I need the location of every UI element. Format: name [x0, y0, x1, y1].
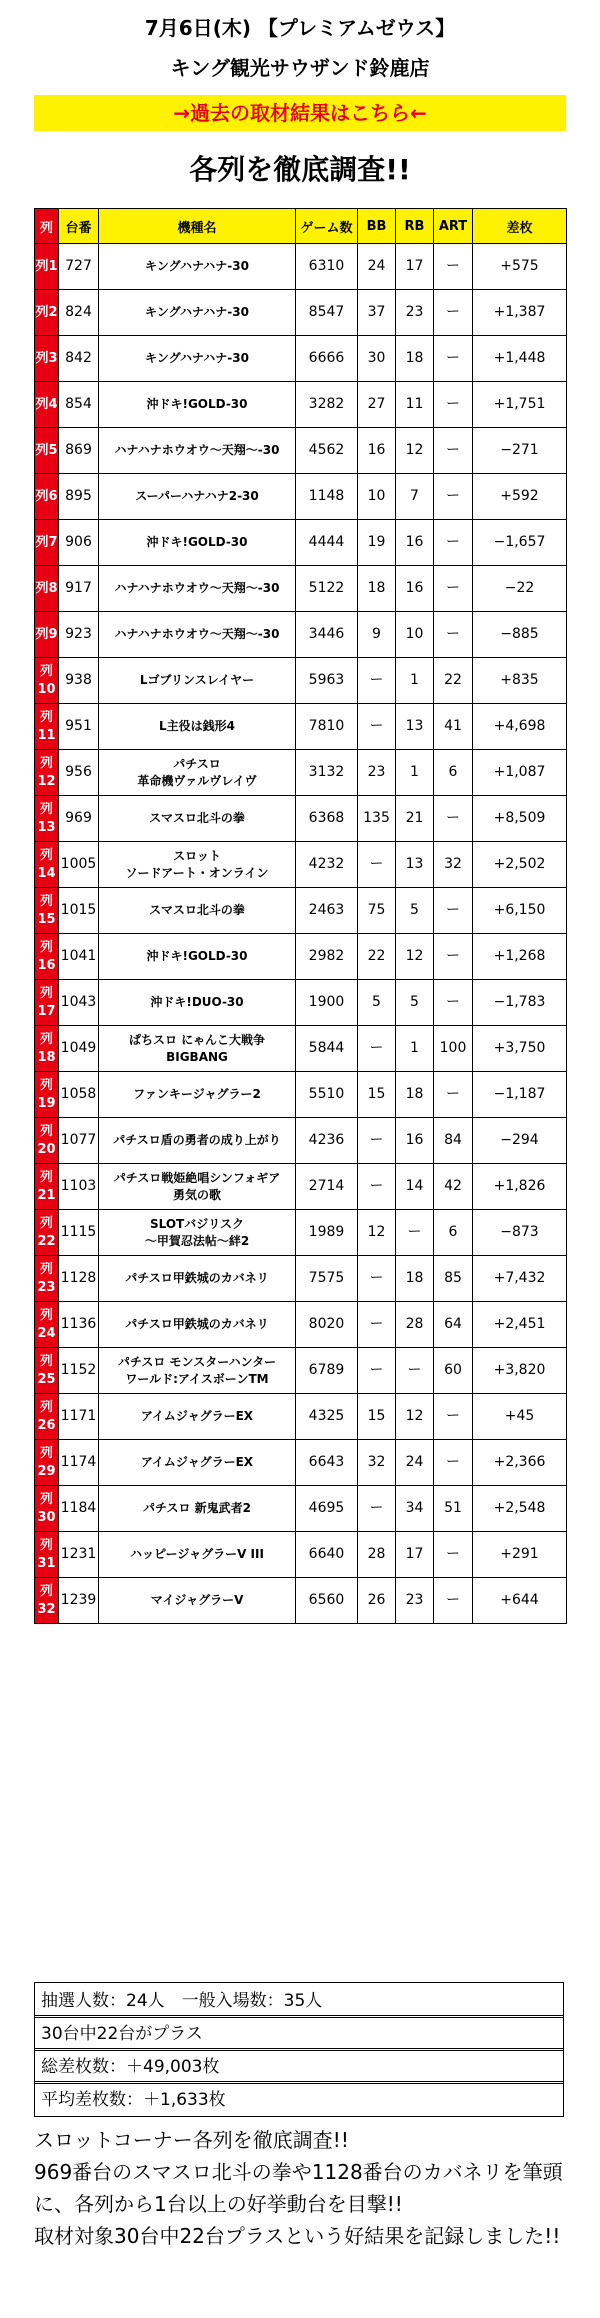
cell-bb: 5: [358, 980, 396, 1026]
cell-retsu: 列10: [35, 658, 59, 704]
cell-bb: 30: [358, 336, 396, 382]
results-table: [34, 208, 567, 1624]
cell-diff: −873: [473, 1210, 567, 1256]
cell-art: ー: [434, 1072, 473, 1118]
cell-retsu: 列12: [35, 750, 59, 796]
cell-machine-number: 1239: [59, 1578, 99, 1624]
cell-bb: 12: [358, 1210, 396, 1256]
cell-art: 6: [434, 1210, 473, 1256]
cell-games: 5963: [296, 658, 358, 704]
cell-retsu: 列8: [35, 566, 59, 612]
table-row: [35, 1302, 567, 1348]
cell-diff: +1,751: [473, 382, 567, 428]
cell-diff: +3,820: [473, 1348, 567, 1394]
cell-retsu: 列14: [35, 842, 59, 888]
cell-diff: −294: [473, 1118, 567, 1164]
cell-art: ー: [434, 520, 473, 566]
cell-retsu: 列29: [35, 1440, 59, 1486]
cell-retsu: 列13: [35, 796, 59, 842]
cell-retsu: 列24: [35, 1302, 59, 1348]
cell-machine-name: パチスロ 新鬼武者2: [99, 1486, 296, 1532]
cell-games: 8547: [296, 290, 358, 336]
cell-diff: +7,432: [473, 1256, 567, 1302]
cell-games: 8020: [296, 1302, 358, 1348]
cell-retsu: 列22: [35, 1210, 59, 1256]
cell-bb: 24: [358, 244, 396, 290]
cell-games: 6640: [296, 1532, 358, 1578]
cell-rb: 1: [396, 750, 434, 796]
table-row: [35, 704, 567, 750]
col-header-machine-name: 機種名: [99, 209, 296, 244]
cell-machine-number: 917: [59, 566, 99, 612]
table-row: [35, 980, 567, 1026]
cell-games: 3282: [296, 382, 358, 428]
cell-bb: 19: [358, 520, 396, 566]
cell-games: 2714: [296, 1164, 358, 1210]
cell-machine-number: 727: [59, 244, 99, 290]
cell-machine-name: 沖ドキ!GOLD-30: [99, 934, 296, 980]
cell-machine-number: 969: [59, 796, 99, 842]
cell-machine-name: スマスロ北斗の拳: [99, 796, 296, 842]
cell-games: 6643: [296, 1440, 358, 1486]
cell-rb: 13: [396, 704, 434, 750]
cell-diff: +1,087: [473, 750, 567, 796]
comment-text: スロットコーナー各列を徹底調査!! 969番台のスマスロ北斗の拳や1128番台のカバネリを筆頭に、各列から1台以上の好挙動台を目撃!! 取材対象30台中22台プラスという好結果を記録しました!!: [34, 2128, 563, 2248]
col-header-bb: BB: [358, 209, 396, 244]
summary-average-diff: 平均差枚数：＋1,633枚: [34, 2081, 564, 2117]
cell-games: 6789: [296, 1348, 358, 1394]
cell-machine-number: 1041: [59, 934, 99, 980]
cell-machine-name: ハナハナホウオウ〜天翔〜-30: [99, 566, 296, 612]
cell-machine-number: 1115: [59, 1210, 99, 1256]
col-header-machine-number: 台番: [59, 209, 99, 244]
cell-diff: +1,268: [473, 934, 567, 980]
cell-rb: 12: [396, 1394, 434, 1440]
cell-diff: +291: [473, 1532, 567, 1578]
cell-retsu: 列31: [35, 1532, 59, 1578]
cell-machine-number: 938: [59, 658, 99, 704]
cell-machine-number: 1136: [59, 1302, 99, 1348]
cell-bb: ー: [358, 1026, 396, 1072]
cell-retsu: 列26: [35, 1394, 59, 1440]
cell-rb: 34: [396, 1486, 434, 1532]
cell-diff: +1,448: [473, 336, 567, 382]
cell-machine-name: スロット ソードアート・オンライン: [99, 842, 296, 888]
cell-machine-name: キングハナハナ-30: [99, 290, 296, 336]
cell-retsu: 列21: [35, 1164, 59, 1210]
cell-machine-name: キングハナハナ-30: [99, 244, 296, 290]
cell-machine-name: 沖ドキ!GOLD-30: [99, 520, 296, 566]
table-row: [35, 474, 567, 520]
col-header-games: ゲーム数: [296, 209, 358, 244]
cell-machine-name: Lゴブリンスレイヤー: [99, 658, 296, 704]
cell-machine-number: 824: [59, 290, 99, 336]
cell-diff: −1,783: [473, 980, 567, 1026]
cell-retsu: 列1: [35, 244, 59, 290]
cell-machine-number: 869: [59, 428, 99, 474]
cell-bb: 22: [358, 934, 396, 980]
cell-retsu: 列9: [35, 612, 59, 658]
table-row: [35, 520, 567, 566]
cell-machine-name: パチスロ モンスターハンター ワールド:アイスボーンTM: [99, 1348, 296, 1394]
cell-retsu: 列4: [35, 382, 59, 428]
table-row: [35, 244, 567, 290]
table-row: [35, 1118, 567, 1164]
cell-games: 4232: [296, 842, 358, 888]
cell-retsu: 列30: [35, 1486, 59, 1532]
cell-machine-number: 1058: [59, 1072, 99, 1118]
table-row: [35, 336, 567, 382]
cell-machine-name: スマスロ北斗の拳: [99, 888, 296, 934]
cell-machine-name: ハナハナホウオウ〜天翔〜-30: [99, 428, 296, 474]
cell-rb: 1: [396, 1026, 434, 1072]
cell-diff: +2,451: [473, 1302, 567, 1348]
cell-art: 64: [434, 1302, 473, 1348]
cell-games: 3132: [296, 750, 358, 796]
cell-art: ー: [434, 244, 473, 290]
cell-bb: ー: [358, 1486, 396, 1532]
cell-machine-number: 951: [59, 704, 99, 750]
cell-retsu: 列20: [35, 1118, 59, 1164]
cell-art: ー: [434, 1394, 473, 1440]
cell-art: 41: [434, 704, 473, 750]
cell-bb: 32: [358, 1440, 396, 1486]
cell-rb: 16: [396, 566, 434, 612]
cell-retsu: 列2: [35, 290, 59, 336]
cell-diff: −885: [473, 612, 567, 658]
cell-diff: +1,826: [473, 1164, 567, 1210]
cell-machine-name: パチスロ甲鉄城のカバネリ: [99, 1302, 296, 1348]
cell-games: 2463: [296, 888, 358, 934]
cell-rb: 16: [396, 1118, 434, 1164]
table-row: [35, 658, 567, 704]
cell-art: ー: [434, 980, 473, 1026]
cell-bb: ー: [358, 1302, 396, 1348]
summary-total-diff: 総差枚数：＋49,003枚: [34, 2048, 564, 2084]
table-row: [35, 1348, 567, 1394]
cell-machine-number: 1128: [59, 1256, 99, 1302]
cell-games: 6666: [296, 336, 358, 382]
cell-art: ー: [434, 290, 473, 336]
cell-machine-number: 1077: [59, 1118, 99, 1164]
cell-diff: −1,657: [473, 520, 567, 566]
cell-rb: 18: [396, 1256, 434, 1302]
cell-retsu: 列6: [35, 474, 59, 520]
cell-art: ー: [434, 796, 473, 842]
cell-rb: 7: [396, 474, 434, 520]
table-row: [35, 1164, 567, 1210]
cell-retsu: 列19: [35, 1072, 59, 1118]
cell-machine-name: パチスロ甲鉄城のカバネリ: [99, 1256, 296, 1302]
cell-bb: ー: [358, 658, 396, 704]
summary-entrants: 抽選人数：24人 一般入場数：35人: [34, 1982, 564, 2018]
cell-diff: +8,509: [473, 796, 567, 842]
col-header-retsu: 列: [35, 209, 59, 244]
cell-bb: ー: [358, 1348, 396, 1394]
cell-art: ー: [434, 566, 473, 612]
col-header-art: ART: [434, 209, 473, 244]
cell-machine-number: 1171: [59, 1394, 99, 1440]
cell-diff: +45: [473, 1394, 567, 1440]
cell-art: 100: [434, 1026, 473, 1072]
cell-art: ー: [434, 336, 473, 382]
cell-machine-name: ハナハナホウオウ〜天翔〜-30: [99, 612, 296, 658]
cell-games: 4562: [296, 428, 358, 474]
cell-art: 32: [434, 842, 473, 888]
cell-machine-number: 906: [59, 520, 99, 566]
cell-games: 6310: [296, 244, 358, 290]
cell-diff: +2,548: [473, 1486, 567, 1532]
cell-games: 1900: [296, 980, 358, 1026]
cell-machine-number: 1049: [59, 1026, 99, 1072]
cell-rb: 11: [396, 382, 434, 428]
cell-games: 5122: [296, 566, 358, 612]
store-name: キング観光サウザンド鈴鹿店: [170, 56, 430, 80]
summary-plus-count: 30台中22台がプラス: [34, 2015, 564, 2051]
cell-art: ー: [434, 888, 473, 934]
table-row: [35, 612, 567, 658]
cell-games: 1989: [296, 1210, 358, 1256]
cell-rb: 23: [396, 290, 434, 336]
cell-games: 5844: [296, 1026, 358, 1072]
cell-rb: 5: [396, 888, 434, 934]
cell-diff: +1,387: [473, 290, 567, 336]
table-header-row: [35, 209, 567, 244]
table-row: [35, 1072, 567, 1118]
cell-art: 84: [434, 1118, 473, 1164]
cell-machine-number: 1015: [59, 888, 99, 934]
cell-machine-name: ハッピージャグラーV III: [99, 1532, 296, 1578]
cell-machine-name: アイムジャグラーEX: [99, 1440, 296, 1486]
cell-diff: +2,502: [473, 842, 567, 888]
cell-diff: +835: [473, 658, 567, 704]
cell-bb: 23: [358, 750, 396, 796]
cell-machine-number: 895: [59, 474, 99, 520]
table-row: [35, 842, 567, 888]
cell-rb: 18: [396, 1072, 434, 1118]
cell-bb: 27: [358, 382, 396, 428]
cell-games: 7575: [296, 1256, 358, 1302]
table-row: [35, 1532, 567, 1578]
cell-games: 6560: [296, 1578, 358, 1624]
cell-rb: 10: [396, 612, 434, 658]
cell-art: 42: [434, 1164, 473, 1210]
cell-retsu: 列23: [35, 1256, 59, 1302]
section-heading: 各列を徹底調査!!: [189, 153, 411, 186]
cell-machine-name: キングハナハナ-30: [99, 336, 296, 382]
cell-bb: 28: [358, 1532, 396, 1578]
cell-retsu: 列25: [35, 1348, 59, 1394]
cell-diff: −1,187: [473, 1072, 567, 1118]
cell-games: 7810: [296, 704, 358, 750]
cell-games: 6368: [296, 796, 358, 842]
cell-machine-number: 1043: [59, 980, 99, 1026]
table-row: [35, 1026, 567, 1072]
cell-rb: 1: [396, 658, 434, 704]
cell-games: 4695: [296, 1486, 358, 1532]
cell-rb: 24: [396, 1440, 434, 1486]
cell-machine-name: スーパーハナハナ2-30: [99, 474, 296, 520]
cell-art: ー: [434, 428, 473, 474]
cell-machine-name: 沖ドキ!DUO-30: [99, 980, 296, 1026]
cell-machine-name: ファンキージャグラー2: [99, 1072, 296, 1118]
cell-machine-name: 沖ドキ!GOLD-30: [99, 382, 296, 428]
cell-rb: 21: [396, 796, 434, 842]
cell-diff: +6,150: [473, 888, 567, 934]
cell-games: 4444: [296, 520, 358, 566]
cell-art: 60: [434, 1348, 473, 1394]
cell-retsu: 列3: [35, 336, 59, 382]
cell-diff: +575: [473, 244, 567, 290]
cell-machine-number: 1184: [59, 1486, 99, 1532]
cell-art: ー: [434, 934, 473, 980]
table-row: [35, 1578, 567, 1624]
cell-machine-name: パチスロ盾の勇者の成り上がり: [99, 1118, 296, 1164]
table-row: [35, 1210, 567, 1256]
cell-machine-number: 1103: [59, 1164, 99, 1210]
cell-art: ー: [434, 1578, 473, 1624]
cell-art: ー: [434, 1440, 473, 1486]
cell-bb: ー: [358, 1256, 396, 1302]
cell-machine-number: 956: [59, 750, 99, 796]
cell-diff: +4,698: [473, 704, 567, 750]
cell-art: 22: [434, 658, 473, 704]
cell-rb: ー: [396, 1348, 434, 1394]
cell-retsu: 列17: [35, 980, 59, 1026]
cell-rb: 12: [396, 428, 434, 474]
cell-art: ー: [434, 1532, 473, 1578]
cell-machine-name: ぱちスロ にゃんこ大戦争 BIGBANG: [99, 1026, 296, 1072]
cell-diff: +3,750: [473, 1026, 567, 1072]
cell-retsu: 列11: [35, 704, 59, 750]
table-row: [35, 1440, 567, 1486]
cell-rb: 12: [396, 934, 434, 980]
cell-diff: +2,366: [473, 1440, 567, 1486]
cell-art: 85: [434, 1256, 473, 1302]
table-row: [35, 934, 567, 980]
table-row: [35, 888, 567, 934]
cell-art: ー: [434, 382, 473, 428]
cell-games: 4236: [296, 1118, 358, 1164]
cell-bb: ー: [358, 1118, 396, 1164]
cell-rb: 18: [396, 336, 434, 382]
cell-rb: 28: [396, 1302, 434, 1348]
cell-art: 6: [434, 750, 473, 796]
table-row: [35, 428, 567, 474]
cell-machine-number: 1231: [59, 1532, 99, 1578]
table-row: [35, 796, 567, 842]
cell-machine-number: 842: [59, 336, 99, 382]
cell-rb: 23: [396, 1578, 434, 1624]
cell-bb: 26: [358, 1578, 396, 1624]
cell-machine-name: マイジャグラーV: [99, 1578, 296, 1624]
cell-bb: 16: [358, 428, 396, 474]
cell-retsu: 列7: [35, 520, 59, 566]
cell-machine-name: パチスロ戦姫絶唱シンフォギア 勇気の歌: [99, 1164, 296, 1210]
cell-bb: 135: [358, 796, 396, 842]
cell-rb: 14: [396, 1164, 434, 1210]
cell-bb: 15: [358, 1394, 396, 1440]
cell-diff: −271: [473, 428, 567, 474]
cell-bb: ー: [358, 1164, 396, 1210]
cell-rb: 16: [396, 520, 434, 566]
table-row: [35, 566, 567, 612]
cell-retsu: 列5: [35, 428, 59, 474]
cell-bb: 75: [358, 888, 396, 934]
cell-machine-number: 923: [59, 612, 99, 658]
cell-retsu: 列32: [35, 1578, 59, 1624]
cell-games: 3446: [296, 612, 358, 658]
cell-bb: ー: [358, 842, 396, 888]
cell-diff: −22: [473, 566, 567, 612]
cell-bb: 15: [358, 1072, 396, 1118]
cell-bb: 10: [358, 474, 396, 520]
cell-machine-name: L主役は銭形4: [99, 704, 296, 750]
col-header-diff: 差枚: [473, 209, 567, 244]
table-row: [35, 382, 567, 428]
table-row: [35, 750, 567, 796]
cell-retsu: 列18: [35, 1026, 59, 1072]
cell-bb: 9: [358, 612, 396, 658]
cell-games: 1148: [296, 474, 358, 520]
cell-machine-name: SLOTバジリスク 〜甲賀忍法帖〜絆2: [99, 1210, 296, 1256]
table-row: [35, 290, 567, 336]
cell-rb: 5: [396, 980, 434, 1026]
cell-art: 51: [434, 1486, 473, 1532]
cell-diff: +644: [473, 1578, 567, 1624]
cell-machine-name: パチスロ 革命機ヴァルヴレイヴ: [99, 750, 296, 796]
cell-bb: 18: [358, 566, 396, 612]
cell-machine-name: アイムジャグラーEX: [99, 1394, 296, 1440]
cell-machine-number: 1152: [59, 1348, 99, 1394]
table-body: [35, 244, 567, 1624]
past-results-link[interactable]: →過去の取材結果はこちら←: [34, 95, 566, 131]
table-row: [35, 1256, 567, 1302]
cell-art: ー: [434, 474, 473, 520]
cell-diff: +592: [473, 474, 567, 520]
col-header-rb: RB: [396, 209, 434, 244]
table-row: [35, 1394, 567, 1440]
cell-rb: 17: [396, 1532, 434, 1578]
cell-bb: 37: [358, 290, 396, 336]
cell-machine-number: 1005: [59, 842, 99, 888]
cell-rb: 13: [396, 842, 434, 888]
table-row: [35, 1486, 567, 1532]
cell-games: 2982: [296, 934, 358, 980]
cell-machine-number: 854: [59, 382, 99, 428]
cell-retsu: 列16: [35, 934, 59, 980]
cell-games: 5510: [296, 1072, 358, 1118]
cell-art: ー: [434, 612, 473, 658]
page-date-title: 7月6日(木) 【プレミアムゼウス】: [144, 16, 456, 40]
cell-retsu: 列15: [35, 888, 59, 934]
cell-machine-number: 1174: [59, 1440, 99, 1486]
cell-games: 4325: [296, 1394, 358, 1440]
cell-rb: ー: [396, 1210, 434, 1256]
cell-bb: ー: [358, 704, 396, 750]
cell-rb: 17: [396, 244, 434, 290]
